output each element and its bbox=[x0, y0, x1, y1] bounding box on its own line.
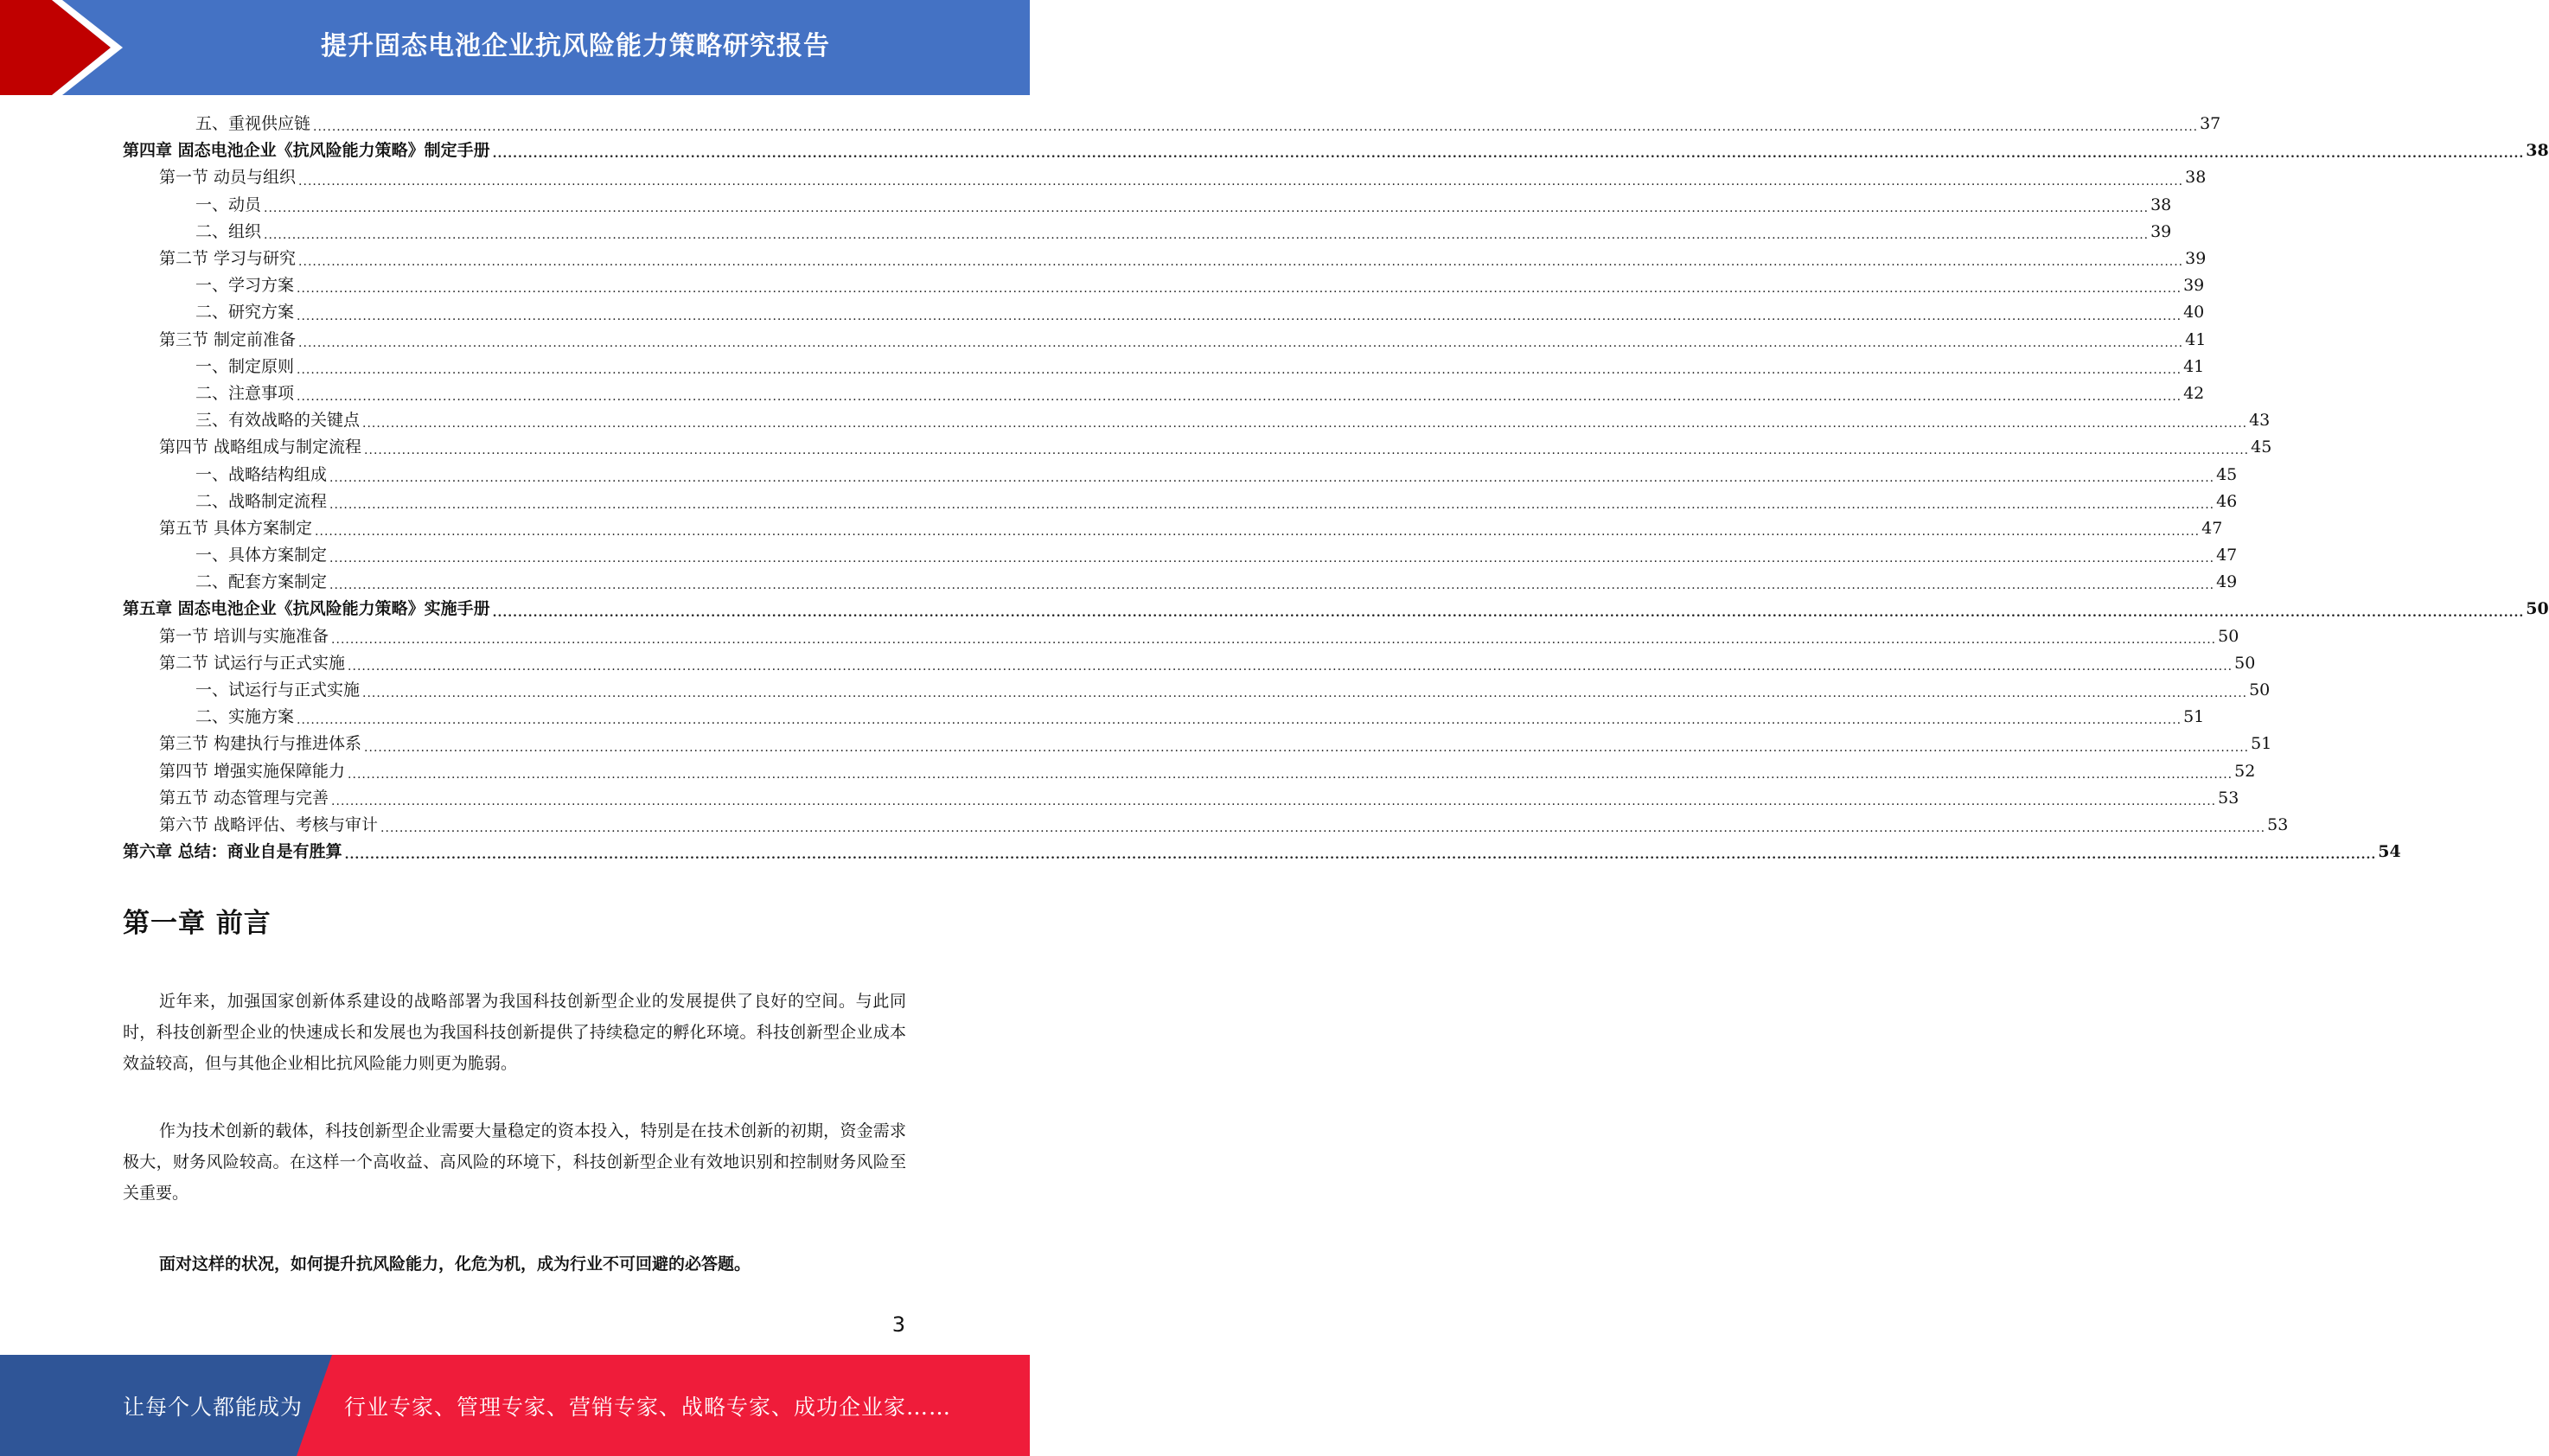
toc-entry[interactable] bbox=[123, 542, 2238, 569]
toc-entry[interactable] bbox=[123, 299, 2205, 326]
toc-dot-leader: ................................................................................................................................................................................................................................................................................................................................................................................................................ bbox=[348, 767, 2233, 782]
toc-dot-leader: ................................................................................................................................................................................................................................................................................................................................................................................................................ bbox=[344, 848, 2377, 863]
toc-entry-title: 一、试运行与正式实施 bbox=[195, 680, 361, 700]
toc-entry[interactable] bbox=[123, 489, 2238, 515]
toc-entry-title: 第四节 增强实施保障能力 bbox=[159, 761, 346, 781]
paragraph-emphasis: 面对这样的状况，如何提升抗风险能力，化危为机，成为行业不可回避的必答题。 bbox=[159, 1255, 751, 1274]
toc-entry-page: 39 bbox=[2150, 221, 2172, 241]
toc-entry-page: 46 bbox=[2216, 491, 2238, 511]
toc-dot-leader: ................................................................................................................................................................................................................................................................................................................................................................................................................ bbox=[492, 147, 2525, 162]
toc-entry[interactable] bbox=[123, 650, 2256, 677]
toc-entry-title: 第一节 动员与组织 bbox=[159, 168, 297, 188]
paragraph: 近年来，加强国家创新体系建设的战略部署为我国科技创新型企业的发展提供了良好的空间。与此同时，科技创新型企业的快速成长和发展也为我国科技创新提供了持续稳定的孵化环境。科技创新型企业成本效益较高，但与其他企业相比抗风险能力则更为脆弱。 bbox=[123, 992, 906, 1073]
toc-entry-page: 49 bbox=[2216, 572, 2238, 592]
toc-dot-leader: ................................................................................................................................................................................................................................................................................................................................................................................................................ bbox=[362, 417, 2248, 431]
toc-entry-title: 二、战略制定流程 bbox=[195, 491, 328, 511]
toc-entry-page: 54 bbox=[2378, 842, 2401, 862]
toc-entry-page: 53 bbox=[2267, 814, 2289, 834]
toc-dot-leader: ................................................................................................................................................................................................................................................................................................................................................................................................................ bbox=[298, 174, 2184, 188]
toc-entry-title: 第二节 学习与研究 bbox=[159, 249, 297, 269]
toc-entry-page: 52 bbox=[2234, 761, 2256, 781]
toc-entry[interactable] bbox=[123, 704, 2205, 731]
toc-dot-leader: ................................................................................................................................................................................................................................................................................................................................................................................................................ bbox=[329, 578, 2215, 593]
chapter-title: 第一章 前言 bbox=[123, 908, 272, 939]
toc-entry-page: 50 bbox=[2526, 599, 2549, 619]
toc-dot-leader: ................................................................................................................................................................................................................................................................................................................................................................................................................ bbox=[331, 794, 2217, 808]
toc-entry-page: 41 bbox=[2183, 356, 2205, 376]
toc-entry[interactable] bbox=[123, 219, 2172, 246]
toc-dot-leader: ................................................................................................................................................................................................................................................................................................................................................................................................................ bbox=[264, 201, 2150, 215]
toc-entry-title: 第一节 培训与实施准备 bbox=[159, 626, 329, 646]
toc-entry[interactable] bbox=[123, 623, 2239, 650]
toc-entry-page: 45 bbox=[2251, 437, 2272, 457]
toc-entry-title: 第三节 构建执行与推进体系 bbox=[159, 734, 362, 754]
toc-entry-page: 50 bbox=[2234, 653, 2256, 673]
toc-entry-title: 第六节 战略评估、考核与审计 bbox=[159, 814, 379, 834]
toc-entry-title: 二、注意事项 bbox=[195, 383, 295, 403]
toc-entry-page: 37 bbox=[2200, 114, 2221, 134]
toc-entry[interactable] bbox=[123, 246, 2207, 272]
toc-entry-page: 50 bbox=[2249, 680, 2271, 700]
toc-entry[interactable] bbox=[123, 758, 2256, 785]
toc-entry-page: 39 bbox=[2185, 249, 2207, 269]
toc-entry-page: 42 bbox=[2183, 383, 2205, 403]
toc-entry[interactable] bbox=[123, 677, 2271, 704]
report-title: 提升固态电池企业抗风险能力策略研究报告 bbox=[321, 31, 830, 61]
toc-entry-title: 第五章 固态电池企业《抗风险能力策略》实施手册 bbox=[123, 599, 490, 619]
page-header bbox=[0, 0, 1030, 95]
toc-entry[interactable] bbox=[123, 461, 2238, 488]
toc-entry[interactable] bbox=[123, 164, 2207, 191]
toc-entry[interactable] bbox=[123, 354, 2205, 380]
toc-entry[interactable] bbox=[123, 785, 2239, 812]
toc-entry[interactable] bbox=[123, 407, 2271, 434]
toc-entry[interactable] bbox=[123, 192, 2172, 219]
toc-entry-title: 第五节 动态管理与完善 bbox=[159, 788, 329, 808]
toc-entry[interactable] bbox=[123, 434, 2272, 461]
toc-entry-title: 五、重视供应链 bbox=[195, 114, 311, 134]
toc-dot-leader: ................................................................................................................................................................................................................................................................................................................................................................................................................ bbox=[298, 335, 2184, 350]
toc-entry-page: 51 bbox=[2251, 734, 2272, 754]
toc-entry-title: 一、战略结构组成 bbox=[195, 464, 328, 484]
toc-entry-page: 40 bbox=[2183, 303, 2205, 322]
toc-entry-page: 45 bbox=[2216, 464, 2238, 484]
toc-entry[interactable] bbox=[123, 137, 2549, 164]
toc-entry[interactable] bbox=[123, 111, 2221, 137]
footer-slogan-left: 让每个人都能成为 bbox=[123, 1394, 303, 1420]
toc-dot-leader: ................................................................................................................................................................................................................................................................................................................................................................................................................ bbox=[348, 659, 2233, 674]
toc-entry[interactable] bbox=[123, 839, 2401, 865]
toc-dot-leader: ................................................................................................................................................................................................................................................................................................................................................................................................................ bbox=[297, 282, 2182, 297]
toc-dot-leader: ................................................................................................................................................................................................................................................................................................................................................................................................................ bbox=[364, 444, 2250, 458]
toc-entry-page: 38 bbox=[2185, 168, 2207, 188]
toc-entry-title: 第四章 固态电池企业《抗风险能力策略》制定手册 bbox=[123, 141, 490, 161]
toc-entry-page: 43 bbox=[2249, 411, 2271, 431]
toc-entry[interactable] bbox=[123, 272, 2205, 299]
toc-dot-leader: ................................................................................................................................................................................................................................................................................................................................................................................................................ bbox=[329, 470, 2215, 485]
footer-slogan-right: 行业专家、管理专家、营销专家、战略专家、成功企业家…… bbox=[344, 1394, 952, 1420]
toc-entry-title: 第六章 总结：商业自是有胜算 bbox=[123, 842, 342, 862]
toc-entry-title: 第二节 试运行与正式实施 bbox=[159, 653, 346, 673]
toc-dot-leader: ................................................................................................................................................................................................................................................................................................................................................................................................................ bbox=[492, 605, 2525, 620]
toc-entry-title: 一、动员 bbox=[195, 195, 262, 214]
toc-entry-title: 一、学习方案 bbox=[195, 276, 295, 296]
toc-entry-page: 47 bbox=[2216, 546, 2238, 565]
toc-entry-page: 41 bbox=[2185, 329, 2207, 349]
page-number: 3 bbox=[891, 1312, 905, 1337]
toc-dot-leader: ................................................................................................................................................................................................................................................................................................................................................................................................................ bbox=[297, 362, 2182, 377]
toc-dot-leader: ................................................................................................................................................................................................................................................................................................................................................................................................................ bbox=[329, 497, 2215, 512]
toc-dot-leader: ................................................................................................................................................................................................................................................................................................................................................................................................................ bbox=[264, 227, 2150, 242]
page-footer bbox=[0, 1355, 1030, 1456]
toc-entry-page: 47 bbox=[2201, 518, 2223, 538]
toc-dot-leader: ................................................................................................................................................................................................................................................................................................................................................................................................................ bbox=[329, 552, 2215, 566]
toc-entry[interactable] bbox=[123, 569, 2238, 596]
toc-entry[interactable] bbox=[123, 731, 2272, 757]
toc-entry-title: 第四节 战略组成与制定流程 bbox=[159, 437, 362, 457]
toc-entry-title: 一、具体方案制定 bbox=[195, 546, 328, 565]
toc-dot-leader: ................................................................................................................................................................................................................................................................................................................................................................................................................ bbox=[364, 740, 2250, 755]
toc-entry-title: 二、组织 bbox=[195, 221, 262, 241]
toc-dot-leader: ................................................................................................................................................................................................................................................................................................................................................................................................................ bbox=[331, 632, 2217, 647]
toc-entry-page: 38 bbox=[2150, 195, 2172, 214]
toc-entry-title: 第三节 制定前准备 bbox=[159, 329, 297, 349]
toc-entry-page: 50 bbox=[2218, 626, 2239, 646]
toc-dot-leader: ................................................................................................................................................................................................................................................................................................................................................................................................................ bbox=[362, 686, 2248, 701]
toc-dot-leader: ................................................................................................................................................................................................................................................................................................................................................................................................................ bbox=[298, 255, 2184, 270]
table-of-contents bbox=[123, 111, 2549, 865]
toc-dot-leader: ................................................................................................................................................................................................................................................................................................................................................................................................................ bbox=[315, 525, 2201, 539]
toc-entry-title: 二、研究方案 bbox=[195, 303, 295, 322]
toc-entry[interactable] bbox=[123, 515, 2223, 542]
toc-entry-page: 39 bbox=[2183, 276, 2205, 296]
paragraph: 作为技术创新的载体，科技创新型企业需要大量稳定的资本投入，特别是在技术创新的初期，资金需求极大，财务风险较高。在这样一个高收益、高风险的环境下，科技创新型企业有效地识别和控制财务风险至关重要。 bbox=[123, 1121, 906, 1203]
toc-dot-leader: ................................................................................................................................................................................................................................................................................................................................................................................................................ bbox=[313, 120, 2199, 135]
toc-entry[interactable] bbox=[123, 596, 2549, 623]
toc-entry[interactable] bbox=[123, 380, 2205, 407]
toc-entry-title: 一、制定原则 bbox=[195, 356, 295, 376]
toc-entry-title: 三、有效战略的关键点 bbox=[195, 411, 361, 431]
toc-entry-page: 38 bbox=[2526, 141, 2549, 161]
toc-entry[interactable] bbox=[123, 327, 2207, 354]
toc-dot-leader: ................................................................................................................................................................................................................................................................................................................................................................................................................ bbox=[297, 309, 2182, 323]
toc-entry-title: 二、配套方案制定 bbox=[195, 572, 328, 592]
toc-dot-leader: ................................................................................................................................................................................................................................................................................................................................................................................................................ bbox=[297, 713, 2182, 728]
toc-entry-title: 第五节 具体方案制定 bbox=[159, 518, 313, 538]
toc-entry-page: 53 bbox=[2218, 788, 2239, 808]
toc-entry[interactable] bbox=[123, 812, 2289, 839]
toc-dot-leader: ................................................................................................................................................................................................................................................................................................................................................................................................................ bbox=[297, 390, 2182, 405]
toc-dot-leader: ................................................................................................................................................................................................................................................................................................................................................................................................................ bbox=[380, 821, 2266, 836]
toc-entry-page: 51 bbox=[2183, 707, 2205, 727]
toc-entry-title: 二、实施方案 bbox=[195, 707, 295, 727]
